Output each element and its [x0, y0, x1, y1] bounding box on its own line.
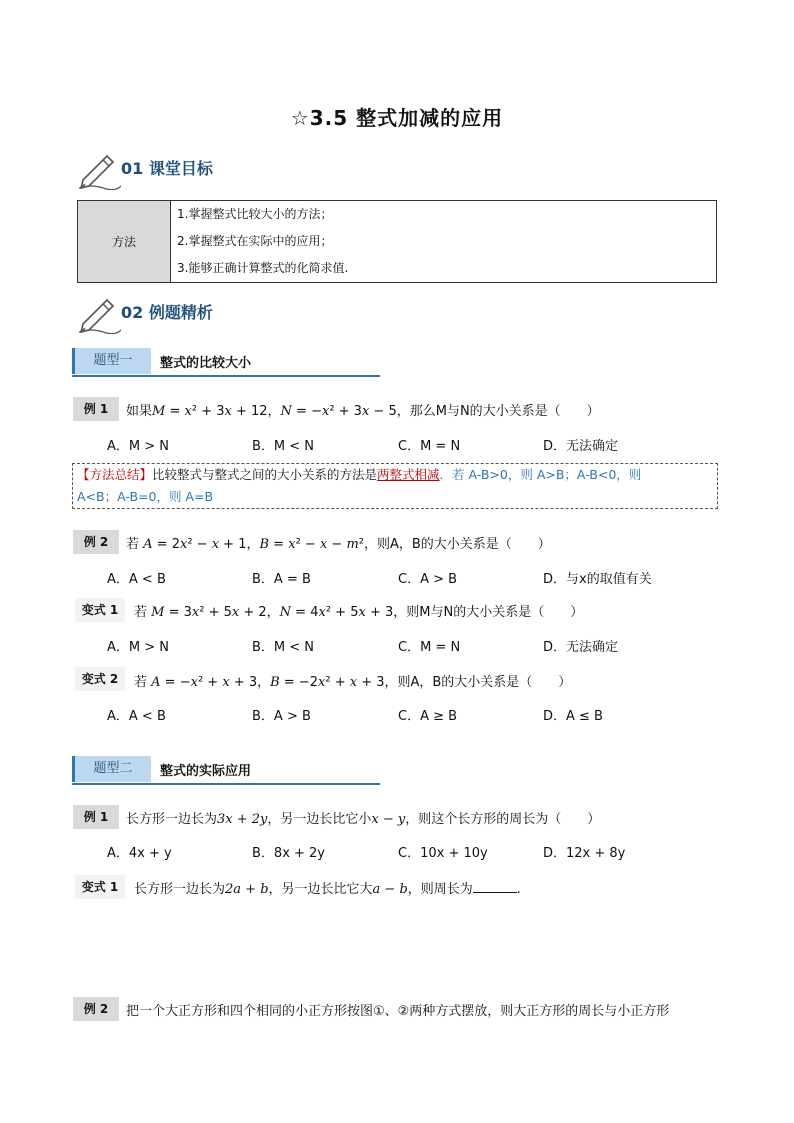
pencil-icon	[77, 150, 121, 190]
goal-item: 3.能够正确计算整式的化简求值.	[171, 255, 717, 283]
type-name: 整式的实际应用	[160, 764, 252, 779]
page-title: ☆3.5 整式加减的应用	[290, 106, 504, 130]
type-underline	[72, 783, 380, 785]
option-a[interactable]: A．A < B	[107, 709, 166, 724]
method-summary: 【方法总结】比较整式与整式之间的大小关系的方法是两整式相减．若 A-B>0，则 A>B；A-B<0，则 A<B；A-B=0，则 A=B	[72, 463, 718, 509]
option-c[interactable]: C．10x + 10y	[398, 846, 488, 861]
variant-tag: 变式 2	[75, 667, 125, 691]
type-tag: 题型一	[72, 348, 151, 374]
option-c[interactable]: C．M = N	[398, 640, 461, 655]
option-a[interactable]: A．M > N	[107, 640, 169, 655]
example-tag: 例 2	[73, 997, 119, 1021]
option-d[interactable]: D．12x + 8y	[543, 846, 626, 861]
example-question: 如果M = x² + 3x + 12，N = −x² + 3x − 5，那么M与N的大小关系是（ ）	[126, 404, 600, 419]
option-b[interactable]: B．A = B	[252, 572, 311, 587]
goals-label: 方法	[78, 201, 171, 283]
option-c[interactable]: C．A ≥ B	[398, 709, 458, 724]
type-bar-1	[72, 348, 380, 376]
option-a[interactable]: A．M > N	[107, 439, 169, 454]
example-tag: 例 1	[73, 805, 119, 829]
option-d[interactable]: D．与x的取值有关	[543, 572, 652, 587]
example-tag: 例 2	[73, 530, 119, 554]
example-question: 把一个大正方形和四个相同的小正方形按图①、②两种方式摆放，则大正方形的周长与小正方形	[126, 1004, 670, 1019]
type-bar-2	[72, 756, 380, 784]
option-d[interactable]: D．无法确定	[543, 439, 619, 454]
option-a[interactable]: A．A < B	[107, 572, 166, 587]
option-b[interactable]: B．8x + 2y	[252, 846, 326, 861]
option-d[interactable]: D．A ≤ B	[543, 709, 603, 724]
option-c[interactable]: C．A > B	[398, 572, 458, 587]
section-heading-text: 01 课堂目标	[121, 159, 213, 178]
section-heading-text: 02 例题精析	[121, 303, 213, 322]
goal-item: 1.掌握整式比较大小的方法；	[171, 201, 717, 229]
goals-table	[77, 200, 717, 283]
type-tag: 题型二	[72, 756, 151, 782]
option-a[interactable]: A．4x + y	[107, 846, 172, 861]
variant-question: 若 M = 3x² + 5x + 2，N = 4x² + 5x + 3，则M与N的大小关系是（ ）	[134, 605, 584, 620]
variant-question: 若 A = −x² + x + 3，B = −2x² + x + 3，则A，B的大小关系是（ ）	[134, 675, 572, 690]
summary-highlight: 两整式相减	[377, 467, 440, 482]
option-b[interactable]: B．M < N	[252, 439, 315, 454]
example-question: 长方形一边长为3x + 2y，另一边长比它小x − y，则这个长方形的周长为（ ）	[126, 812, 601, 827]
type-name: 整式的比较大小	[160, 356, 252, 371]
option-c[interactable]: C．M = N	[398, 439, 461, 454]
variant-tag: 变式 1	[75, 598, 125, 622]
example-tag: 例 1	[73, 397, 119, 421]
summary-label: 【方法总结】	[77, 467, 153, 482]
variant-question: 长方形一边长为2a + b，另一边长比它大a − b，则周长为 .	[134, 882, 521, 897]
option-d[interactable]: D．无法确定	[543, 640, 619, 655]
answer-blank[interactable]	[473, 880, 517, 893]
option-b[interactable]: B．M < N	[252, 640, 315, 655]
type-underline	[72, 375, 380, 377]
goal-item: 2.掌握整式在实际中的应用；	[171, 228, 717, 255]
variant-tag: 变式 1	[75, 875, 125, 899]
option-b[interactable]: B．A > B	[252, 709, 311, 724]
example-question: 若 A = 2x² − x + 1，B = x² − x − m²，则A，B的大小关系是（ ）	[126, 537, 551, 552]
pencil-icon	[77, 294, 121, 334]
